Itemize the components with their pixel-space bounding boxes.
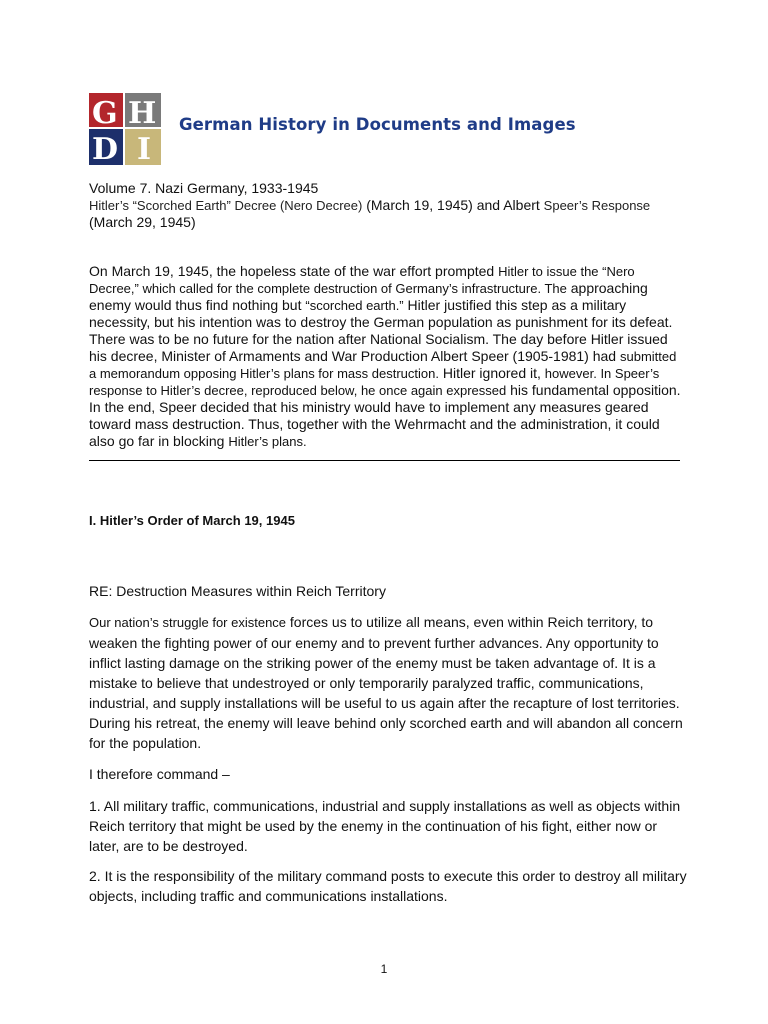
document-title-date: (March 29, 1945) [89,214,196,230]
page-number: 1 [380,962,388,976]
ghdi-logo [89,93,161,165]
section-heading: I. Hitler’s Order of March 19, 1945 [89,513,295,528]
site-title: German History in Documents and Images [179,114,576,134]
re-line: RE: Destruction Measures within Reich Territory [89,583,386,599]
intro-paragraph: On March 19, 1945, the hopeless state of the war effort prompted Hitler to issue the “Nero Decree,” which called for the complete destruction of Germany’s infrastructure. The approaching enemy would thus find nothing but “scorched earth.” Hitler justified this step as a military necessity, but his intention was to destroy the German population as punishment for its defeat. There was to be no future for the nation after National Socialism. The day before Hitler issued his decree, Minister of Armaments and War Production Albert Speer (1905-1981) had submitted a memorandum opposing Hitler’s plans for mass destruction. Hitler ignored it, however. In Speer’s response to Hitler’s decree, reproduced below, he once again expressed his fundamental opposition. In the end, Speer decided that his ministry would have to implement any measures geared toward mass destruction. Thus, together with the Wehrmacht and the administration, it could also go far in blocking Hitler’s plans. [89,263,681,449]
volume-line: Volume 7. Nazi Germany, 1933-1945 [89,180,319,196]
document-title: Hitler’s “Scorched Earth” Decree (Nero Decree) (March 19, 1945) and Albert Speer’s Response [89,197,651,213]
ghdi-letters [89,93,161,165]
order-item-2: 2. It is the responsibility of the military command posts to execute this order to destroy all military objects, including traffic and communications installations. [89,868,687,904]
logo-letter-h: H [128,96,157,131]
logo-letter-i: I [137,132,152,165]
order-paragraph-1: Our nation’s struggle for existence forces us to utilize all means, even within Reich territory, to weaken the fighting power of our enemy and to prevent further advances. Any opportunity to inflict lasting damage on the striking power of the enemy must be taken advantage of. It is a mistake to believe that undestroyed or only temporarily paralyzed traffic, communications, industrial, and supply installations will be useful to us again after the recapture of lost territories. During his retreat, the enemy will leave behind only scorched earth and will abandon all concern for the population. [89,614,683,751]
logo-letter-d: D [92,132,119,165]
ghdi-header [89,93,576,165]
order-paragraph-2: I therefore command – [89,766,230,782]
section-divider [89,460,680,461]
logo-letter-g: G [92,96,118,131]
volume-heading [89,180,689,231]
order-item-1: 1. All military traffic, communications, industrial and supply installations as well as objects within Reich territory that might be used by the enemy in the continuation of his fight, either now or later, are to be destroyed. [89,798,681,854]
